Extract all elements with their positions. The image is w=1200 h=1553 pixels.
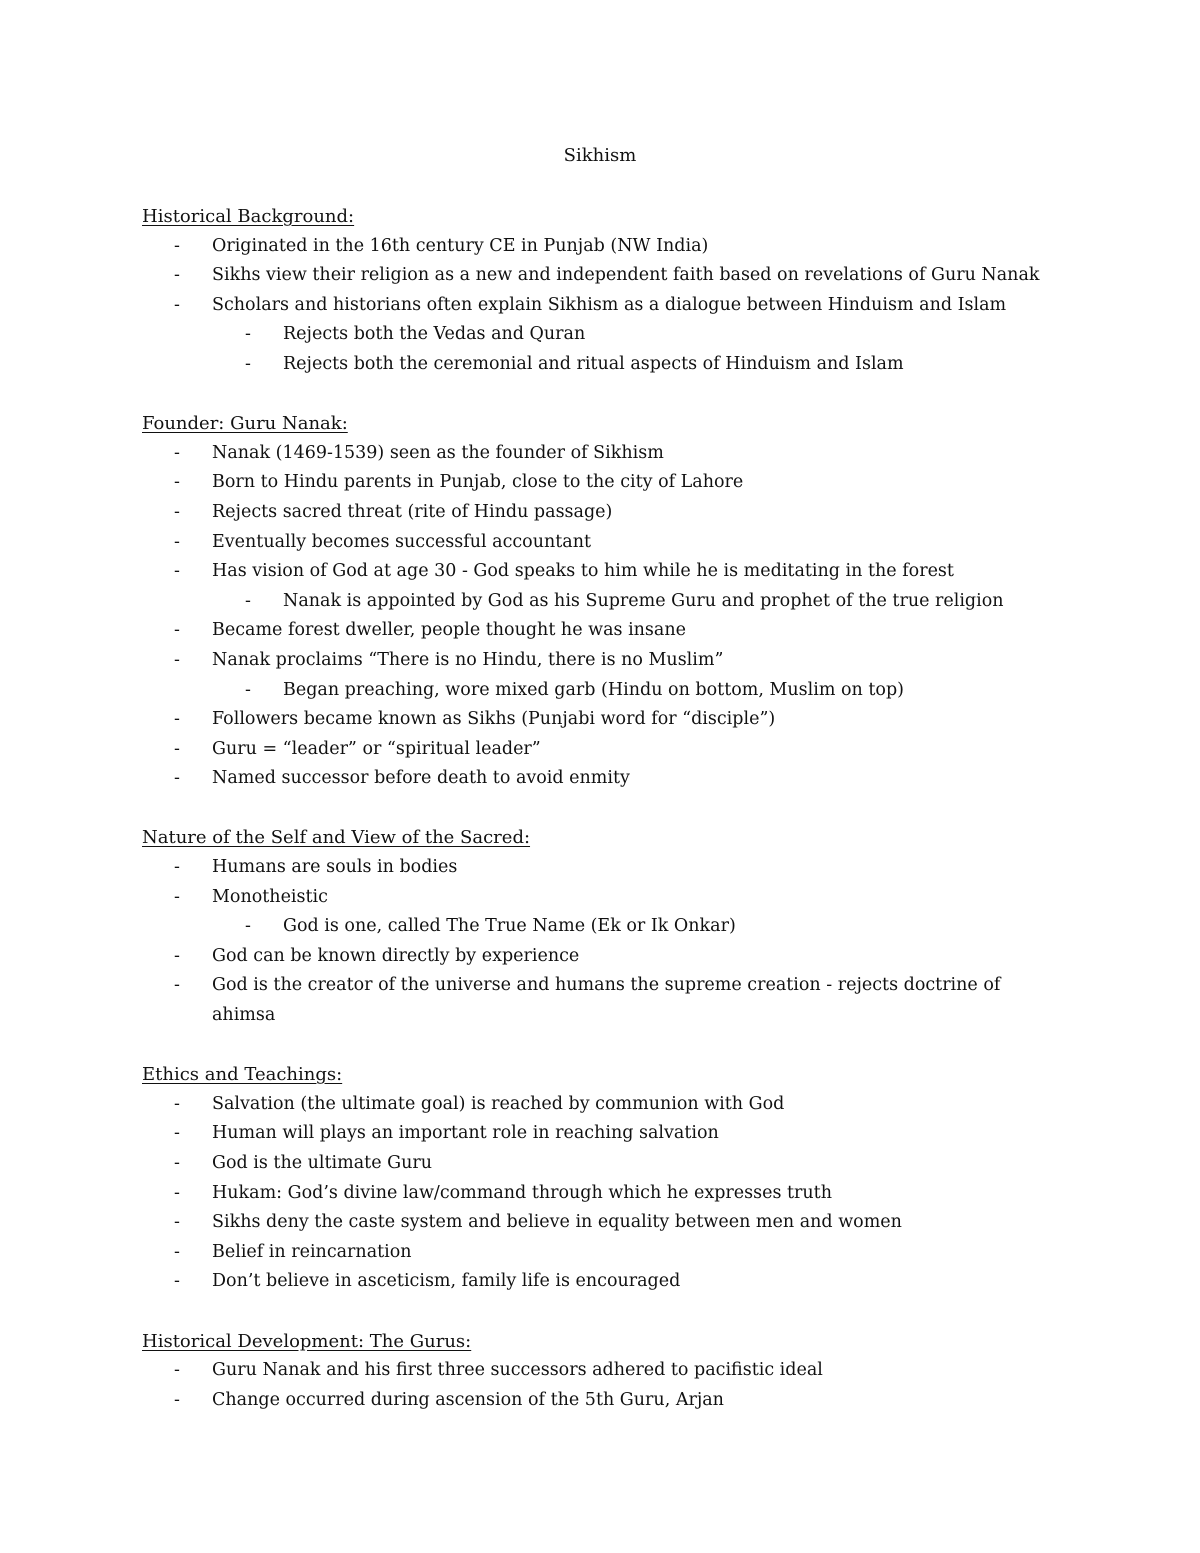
list-item-text: Originated in the 16th century CE in Punjab (NW India) (212, 235, 709, 256)
section-heading: Nature of the Self and View of the Sacred: (142, 827, 531, 849)
section (142, 1060, 1042, 1297)
list-item (142, 705, 1042, 735)
list-item-text: Has vision of God at age 30 - God speaks to him while he is meditating in the forest (212, 561, 954, 582)
bullet-dash: - (174, 1093, 180, 1114)
bullet-dash: - (174, 442, 180, 463)
list-item-text: Became forest dweller, people thought he was insane (212, 620, 686, 641)
bullet-dash: - (174, 886, 180, 907)
bullet-dash: - (174, 265, 180, 286)
page-title: Sikhism (563, 145, 637, 166)
list-item-text: Followers became known as Sikhs (Punjabi word for “disciple”) (212, 709, 776, 730)
section (142, 409, 1042, 794)
document-body (142, 202, 1042, 1445)
list-item (142, 1238, 1042, 1268)
list-item-text: Nanak is appointed by God as his Supreme Guru and prophet of the true religion (283, 590, 1004, 611)
list-item (142, 1149, 1042, 1179)
list-item-text: Change occurred during ascension of the 5th Guru, Arjan (212, 1389, 724, 1410)
bullet-list (142, 232, 1042, 380)
list-item-text: Began preaching, wore mixed garb (Hindu on bottom, Muslim on top) (283, 679, 904, 700)
list-item-text: Guru = “leader” or “spiritual leader” (212, 738, 541, 759)
bullet-dash: - (174, 1182, 180, 1203)
list-item-text: God is the creator of the universe and humans the supreme creation - rejects doctrine of ahimsa (212, 975, 1001, 1026)
list-item-text: Rejects sacred threat (rite of Hindu passage) (212, 501, 613, 522)
bullet-dash: - (174, 531, 180, 552)
list-item (142, 291, 1042, 321)
bullet-dash: - (174, 620, 180, 641)
bullet-list (142, 1356, 1042, 1415)
list-item (142, 1356, 1042, 1386)
list-item-text: Rejects both the Vedas and Quran (283, 324, 586, 345)
list-item (142, 498, 1042, 528)
list-item (142, 735, 1042, 765)
list-item (142, 1090, 1042, 1120)
sub-list-item (142, 587, 1042, 617)
bullet-dash: - (174, 1212, 180, 1233)
bullet-dash: - (174, 1389, 180, 1410)
list-item (142, 853, 1042, 883)
list-item (142, 1208, 1042, 1238)
list-item-text: Nanak (1469-1539) seen as the founder of Sikhism (212, 442, 664, 463)
list-item-text: God is one, called The True Name (Ek or Ik Onkar) (283, 916, 736, 937)
list-item-text: God is the ultimate Guru (212, 1153, 433, 1173)
list-item-text: Belief in reincarnation (212, 1241, 412, 1262)
list-item-text: Monotheistic (212, 886, 328, 907)
bullet-list (142, 853, 1042, 1031)
list-item-text: Humans are souls in bodies (212, 857, 458, 878)
sub-list-item (142, 912, 1042, 942)
list-item-text: Sikhs view their religion as a new and independent faith based on revelations of Guru Nanak (212, 265, 1040, 286)
bullet-dash: - (174, 857, 180, 878)
section (142, 823, 1042, 1030)
list-item (142, 528, 1042, 558)
list-item (142, 1119, 1042, 1149)
bullet-dash: - (245, 679, 251, 700)
bullet-dash: - (245, 590, 251, 611)
bullet-dash: - (245, 324, 251, 345)
bullet-dash: - (174, 501, 180, 522)
bullet-dash: - (174, 294, 180, 315)
sub-list-item (142, 320, 1042, 350)
bullet-dash: - (174, 1153, 180, 1173)
list-item (142, 764, 1042, 794)
bullet-dash: - (174, 768, 180, 789)
list-item (142, 883, 1042, 913)
bullet-dash: - (174, 1360, 180, 1381)
list-item (142, 1267, 1042, 1297)
section (142, 202, 1042, 380)
list-item (142, 557, 1042, 587)
bullet-dash: - (174, 945, 180, 966)
bullet-dash: - (174, 235, 180, 256)
bullet-dash: - (174, 561, 180, 582)
list-item-text: Eventually becomes successful accountant (212, 531, 592, 552)
list-item-text: Nanak proclaims “There is no Hindu, there is no Muslim” (212, 649, 724, 670)
list-item-text: Named successor before death to avoid enmity (212, 768, 630, 789)
list-item (142, 439, 1042, 469)
bullet-dash: - (245, 353, 251, 374)
bullet-list (142, 439, 1042, 794)
list-item (142, 942, 1042, 972)
section (142, 1327, 1042, 1416)
bullet-dash: - (174, 738, 180, 759)
list-item (142, 646, 1042, 676)
section-heading: Founder: Guru Nanak: (142, 413, 348, 435)
bullet-dash: - (174, 1123, 180, 1144)
list-item (142, 1386, 1042, 1416)
list-item-text: Salvation (the ultimate goal) is reached by communion with God (212, 1093, 785, 1114)
bullet-dash: - (174, 709, 180, 730)
list-item-text: Rejects both the ceremonial and ritual aspects of Hinduism and Islam (283, 353, 904, 374)
list-item-text: Sikhs deny the caste system and believe in equality between men and women (212, 1212, 902, 1233)
section-heading: Historical Background: (142, 206, 355, 227)
list-item-text: God can be known directly by experience (212, 945, 580, 966)
list-item-text: Don’t believe in asceticism, family life is encouraged (212, 1271, 681, 1292)
section-heading: Historical Development: The Gurus: (142, 1330, 472, 1352)
sub-list-item (142, 676, 1042, 706)
list-item (142, 468, 1042, 498)
list-item-text: Guru Nanak and his first three successors adhered to pacifistic ideal (212, 1360, 823, 1381)
list-item-text: Born to Hindu parents in Punjab, close to the city of Lahore (212, 472, 744, 493)
section-heading: Ethics and Teachings: (142, 1064, 343, 1086)
list-item (142, 971, 1042, 1030)
bullet-dash: - (174, 472, 180, 493)
bullet-list (142, 1090, 1042, 1297)
list-item-text: Scholars and historians often explain Sikhism as a dialogue between Hinduism and Islam (212, 294, 1007, 315)
sub-list-item (142, 350, 1042, 380)
bullet-dash: - (174, 649, 180, 670)
list-item (142, 616, 1042, 646)
bullet-dash: - (174, 975, 180, 996)
bullet-dash: - (174, 1271, 180, 1292)
bullet-dash: - (174, 1241, 180, 1262)
list-item (142, 1179, 1042, 1209)
bullet-dash: - (245, 916, 251, 937)
list-item-text: Hukam: God’s divine law/command through which he expresses truth (212, 1182, 832, 1203)
list-item-text: Human will plays an important role in reaching salvation (212, 1123, 719, 1144)
list-item (142, 261, 1042, 291)
list-item (142, 232, 1042, 262)
